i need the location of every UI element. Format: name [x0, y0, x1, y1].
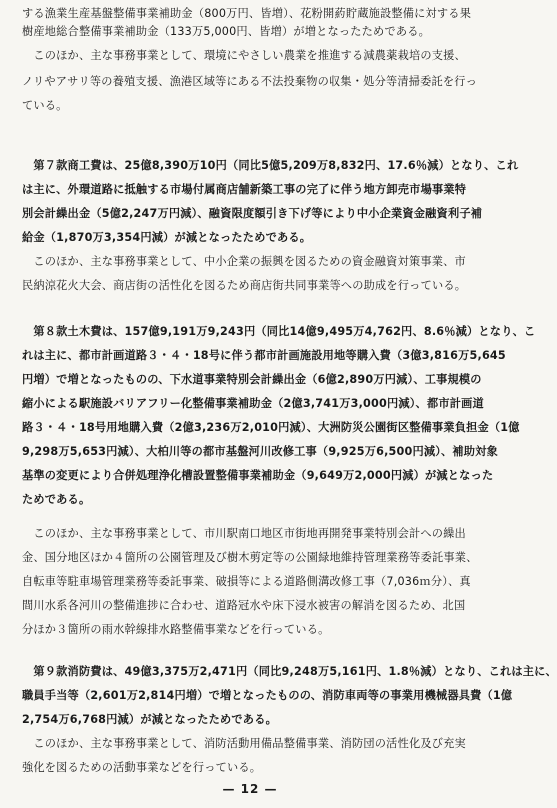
text-line: 金、国分地区ほか４箇所の公園管理及び樹木剪定等の公園緑地維持管理業務等委託事業、 [22, 551, 478, 564]
text-line: する漁業生産基盤整備事業補助金（800万円、皆増）、花粉開葯貯蔵施設整備に対する果 [22, 7, 472, 20]
text-line: ためである。 [22, 493, 91, 506]
text-line: は主に、外環道路に抵触する市場付属商店舗新築工事の完了に伴う地方卸売市場事業特 [22, 183, 467, 196]
text-line: 路３・４・18号用地購入費（2億3,236万2,010円減）、大洲防災公園街区整備事業負担金（1億 [22, 421, 520, 434]
text-line: このほか、主な事務事業として、中小企業の振興を図るための資金融資対策事業、市 [22, 255, 466, 268]
text-line: 民納涼花火大会、商店街の活性化を図るため商店街共同事業等への助成を行っている。 [22, 279, 467, 292]
text-line: このほか、主な事務事業として、環境にやさしい農業を推進する減農薬栽培の支援、 [22, 49, 466, 62]
text-line: 第７款商工費は、25億8,390万10円（同比5億5,209万8,832円、17.6％減）となり、これ [22, 159, 519, 172]
text-line: ノリやアサリ等の養殖支援、漁港区域等にある不法投棄物の収集・処分等清掃委託を行っ [22, 75, 478, 88]
text-line: 樹産地総合整備事業補助金（133万5,000円、皆増）が増となったためである。 [22, 25, 430, 38]
text-line: 間川水系各河川の整備進捗に合わせ、道路冠水や床下浸水被害の解消を図るため、北国 [22, 599, 466, 612]
text-line: 2,754万6,768円減）が減となったためである。 [22, 713, 277, 726]
text-line: 第８款土木費は、157億9,191万9,243円（同比14億9,495万4,762円、8.6％減）となり、こ [22, 325, 536, 338]
text-line: 強化を図るための活動事業などを行っている。 [22, 761, 262, 774]
text-line: 9,298万5,653円減）、大柏川等の都市基盤河川改修工事（9,925万6,500円減）、補助対象 [22, 445, 498, 458]
text-line: れは主に、都市計画道路３・４・18号に伴う都市計画施設用地等購入費（3億3,816万5,645 [22, 349, 506, 362]
text-line: 別会計繰出金（5億2,247万円減）、融資限度額引き下げ等により中小企業資金融資利子補 [22, 207, 483, 220]
text-line: 円増）で増となったものの、下水道事業特別会計繰出金（6億2,890万円減）、工事規模の [22, 373, 482, 386]
text-line: ている。 [22, 99, 68, 112]
text-line: 縮小による駅施設バリアフリー化整備事業補助金（2億3,741万3,000円減）、都市計画道 [22, 397, 484, 410]
text-line: 職員手当等（2,601万2,814円増）で増となったものの、消防車両等の事業用機械器具費（1億 [22, 689, 513, 702]
text-line: 自転車等駐車場管理業務等委託事業、破損等による道路側溝改修工事（7,036ｍ分）、真 [22, 575, 471, 588]
page-number: — 12 — [222, 782, 278, 796]
text-line: このほか、主な事務事業として、消防活動用備品整備事業、消防団の活性化及び充実 [22, 737, 466, 750]
text-line: 基準の変更により合併処理浄化槽設置整備事業補助金（9,649万2,000円減）が減となった [22, 469, 494, 482]
text-line: このほか、主な事務事業として、市川駅南口地区市街地再開発事業特別会計への繰出 [22, 527, 466, 540]
text-line: 分ほか３箇所の雨水幹線排水路整備事業などを行っている。 [22, 623, 330, 636]
text-line: 給金（1,870万3,354円減）が減となったためである。 [22, 231, 312, 244]
text-line: 第９款消防費は、49億3,375万2,471円（同比9,248万5,161円、1.8％減）となり、これは主に、 [22, 665, 557, 678]
